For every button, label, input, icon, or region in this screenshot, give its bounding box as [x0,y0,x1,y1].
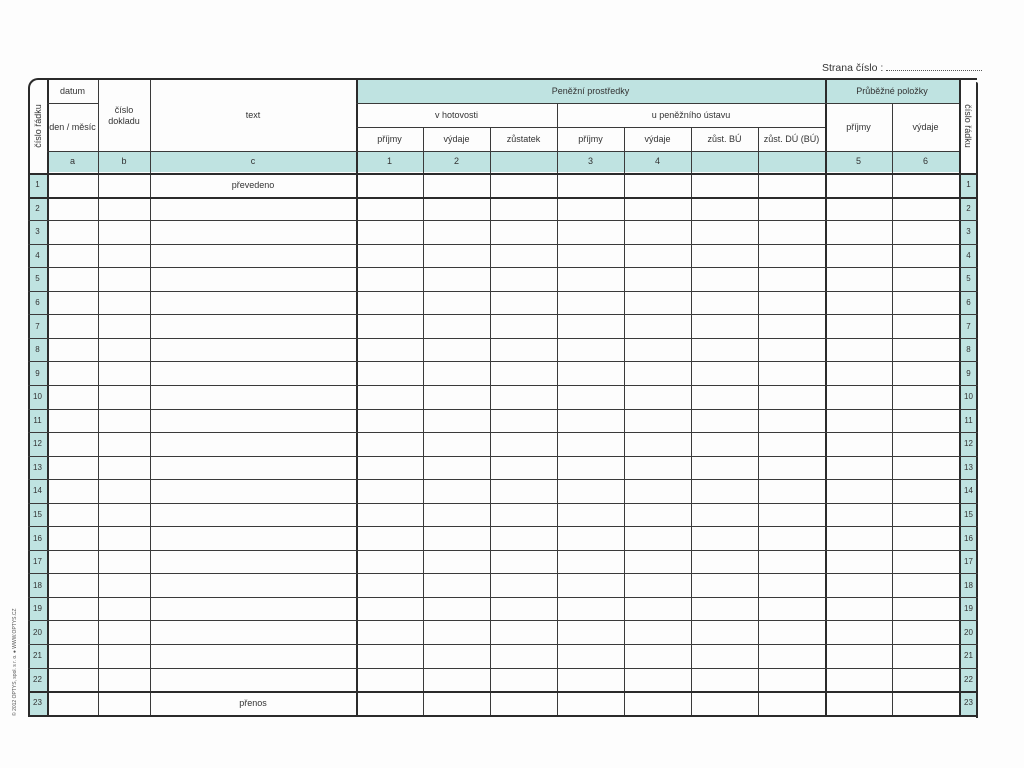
grid-hline [28,361,978,362]
row-number-left: 20 [33,627,42,637]
page-number-field[interactable] [886,70,982,71]
row-number-left: 18 [33,580,42,590]
grid-vline [691,127,692,715]
grid-hline [28,668,978,669]
row-number-left: 4 [35,250,40,260]
column-header: zůst. DÚ (BÚ) [763,133,820,144]
cislo-dokladu-label: číslo dokladu [108,105,140,126]
grid-hline [28,267,978,268]
row-number-right: 23 [964,698,973,708]
grid-hline [28,456,978,457]
column-code: 4 [654,156,660,167]
row-number-left: 1 [35,180,40,190]
row-number-left: 9 [35,368,40,378]
column-code: b [121,156,127,167]
row-number-right: 14 [964,486,973,496]
grid-hline [28,385,978,386]
row-number-left: 13 [33,462,42,472]
row-number-left: 2 [35,203,40,213]
row-text-prevedeno: převedeno [231,179,275,190]
grid-hline [28,314,978,315]
row-number-right: 19 [964,604,973,614]
grid-hline [28,573,978,574]
page-number-text: Strana číslo : [822,62,884,74]
row-number-right: 1 [966,180,971,190]
grid-hline [28,244,978,245]
prubezne-polozky-label: Průběžné položky [856,86,928,97]
column-code: 6 [922,156,928,167]
row-number-left: 16 [33,533,42,543]
row-number-right: 9 [966,368,971,378]
row-number-left: 22 [33,674,42,684]
row-number-right: 18 [964,580,973,590]
grid-hline [28,503,978,504]
row-number-right: 2 [966,203,971,213]
row-text-prenos: přenos [239,697,267,708]
grid-hline [28,526,978,527]
column-header: příjmy [377,133,402,144]
datum-label: datum [59,86,85,97]
grid-hline [28,620,978,621]
row-number-right: 13 [964,462,973,472]
row-number-left: 17 [33,557,42,567]
penezni-prostredky-label: Peněžní prostředky [551,86,630,97]
column-header: příjmy [578,133,603,144]
text-column-label: text [245,110,261,121]
column-code [758,151,825,172]
column-header: zůstatek [506,133,541,144]
row-number-left: 11 [33,415,42,425]
column-code: 1 [386,156,392,167]
row-number-right: 6 [966,298,971,308]
grid-hline [28,550,978,551]
column-code: 3 [587,156,593,167]
row-number-right: 10 [964,392,973,402]
row-number-left: 14 [33,486,42,496]
row-number-left: 23 [33,698,42,708]
row-number-right: 5 [966,274,971,284]
column-header: příjmy [846,121,871,132]
grid-vline [490,127,491,715]
row-number-right: 17 [964,557,973,567]
page-number-label [822,62,982,74]
grid-hline [28,338,978,339]
row-number-left: 10 [33,392,42,402]
grid-hline [28,291,978,292]
row-number-right: 3 [966,227,971,237]
row-number-right: 21 [964,651,973,661]
row-number-right: 22 [964,674,973,684]
row-number-left: 21 [33,651,42,661]
grid-hline [28,644,978,645]
grid-hline [28,432,978,433]
row-number-right: 12 [964,439,973,449]
row-number-right: 20 [964,627,973,637]
row-number-right: 15 [964,509,973,519]
row-number-left: 7 [35,321,40,331]
column-header: výdaje [912,121,939,132]
u-penezniho-ustavu-label: u peněžního ústavu [651,109,731,120]
grid-hline [28,220,978,221]
column-code: a [69,156,75,167]
grid-vline [758,127,759,715]
row-number-left: 3 [35,227,40,237]
grid-vline [624,127,625,715]
column-code: 2 [453,156,459,167]
copyright-footnote: © 2012 OPTYS, spol. s r. o. ● WWW.OPTYS.CZ [12,608,18,716]
den-mesic-label: den / měsíc [49,121,96,132]
grid-hline [28,409,978,410]
row-number-left: 6 [35,298,40,308]
column-code [490,151,557,172]
grid-hline [28,479,978,480]
row-number-left: 15 [33,509,42,519]
row-number-right: 8 [966,345,971,355]
row-number-left: 12 [33,439,42,449]
column-header: zůst. BÚ [707,133,742,144]
column-header: výdaje [644,133,671,144]
row-number-left: 5 [35,274,40,284]
row-number-left: 19 [33,604,42,614]
row-number-right: 16 [964,533,973,543]
row-number-left: 8 [35,345,40,355]
row-number-right: 11 [964,415,973,425]
grid-hline [28,197,978,199]
v-hotovosti-label: v hotovosti [434,109,479,120]
row-number-right: 7 [966,321,971,331]
column-code: c [250,156,256,167]
column-header: výdaje [443,133,470,144]
grid-hline [28,597,978,598]
row-number-label-left: číslo řádku [33,104,43,148]
column-code: 5 [855,156,861,167]
grid-vline [423,127,424,715]
row-number-right: 4 [966,250,971,260]
column-code [691,151,758,172]
row-number-label-right: číslo řádku [963,104,973,148]
